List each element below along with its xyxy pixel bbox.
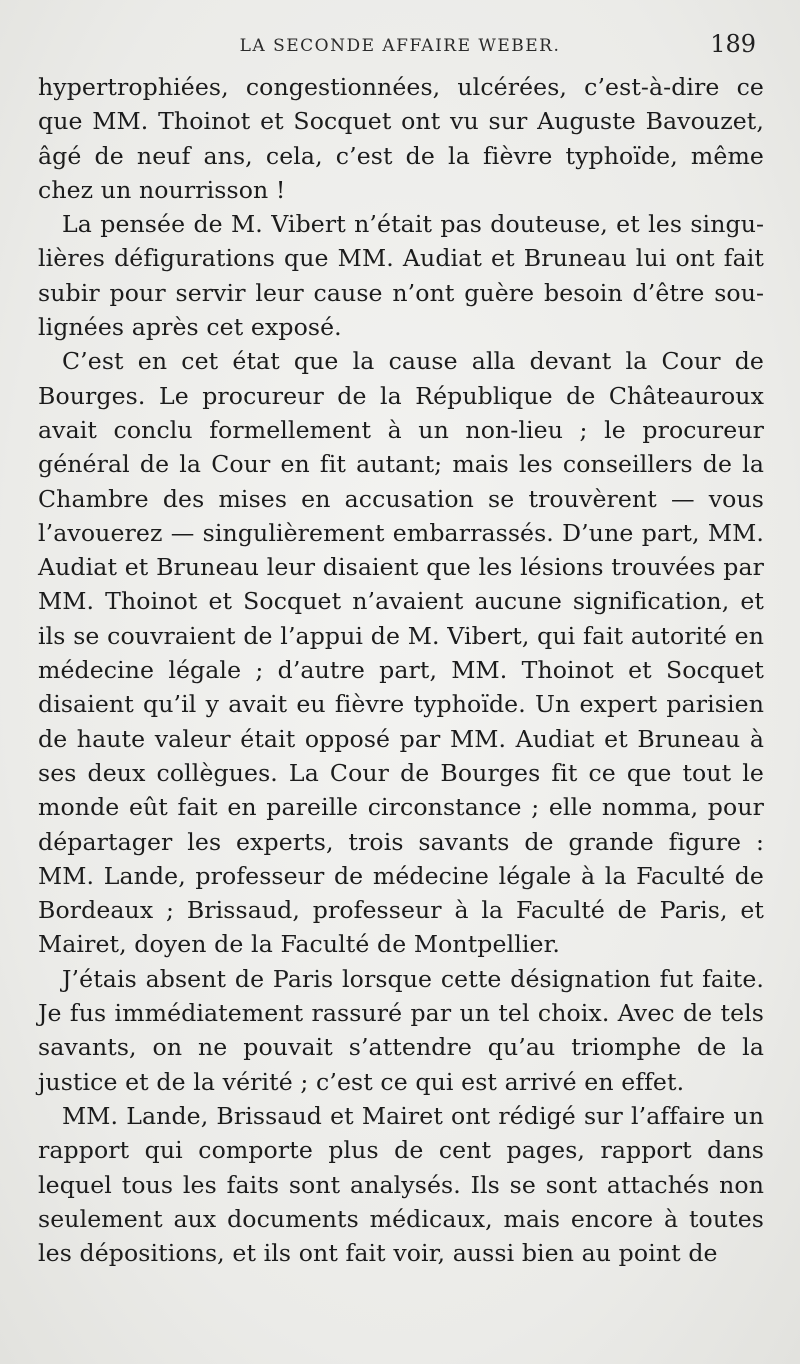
body-text xyxy=(38,70,764,1270)
running-head xyxy=(36,30,764,64)
paragraph-rapport: MM. Lande, Brissaud et Mairet ont rédigé sur l’affaire un rapport qui comporte plus de cent pages, rapport dans lequel tous les faits sont analysés. Ils se sont attachés non seulement aux documents médicaux, mais encore à toutes les dépositions, et ils ont fait voir, aussi bien au point de xyxy=(38,1101,764,1268)
page-number: 189 xyxy=(710,30,756,58)
paragraph-cour-de-bourges: C’est en cet état que la cause alla devant la Cour de Bourges. Le procureur de la République de Châteauroux avait conclu formellement à un non-lieu ; le procureur général de la Cour en fit autant; mais les conseillers de la Chambre des mises en accusation se trouvèrent — vous l’avouerez — singulièrement embarrassés. D’une part, MM. Audiat et Bruneau leur disaient que les lésions trouvées par MM. Thoinot et Socquet n’avaient aucune signification, et ils se couvraient de l’appui de M. Vibert, qui fait autorité en médecine légale ; d’autre part, MM. Thoinot et Socquet disaient qu’il y avait eu fièvre typhoïde. Un expert parisien de haute valeur était opposé par MM. Audiat et Bruneau à ses deux collègues. La Cour de Bourges fit ce que tout le monde eût fait en pareille circonstance ; elle nomma, pour départager les experts, trois savants de grande figure : MM. Lande, professeur de médecine légale à la Faculté de Bordeaux ; Brissaud, professeur à la Faculté de Paris, et Mairet, doyen de la Faculté de Montpellier. xyxy=(38,347,764,959)
paragraph-designation: J’étais absent de Paris lorsque cette désignation fut faite. Je fus immédiatement rassuré par un tel choix. Avec de tels savants, on ne pouvait s’attendre qu’au triomphe de la justice et de la vérité ; c’est ce qui est arrivé en effet. xyxy=(38,964,764,1096)
paragraph-vibert: La pensée de M. Vibert n’était pas douteuse, et les singulières défigurations que MM. Audiat et Bruneau lui ont fait subir pour servir leur cause n’ont guère besoin d’être soulignées après cet exposé. xyxy=(38,210,764,342)
running-title: LA SECONDE AFFAIRE WEBER. xyxy=(239,36,561,56)
paragraph-continuation: hypertrophiées, congestionnées, ulcérées, c’est-à-dire ce que MM. Thoinot et Socquet ont vu sur Auguste Bavouzet, âgé de neuf ans, cela, c’est de la fièvre typhoïde, même chez un nourrisson ! xyxy=(38,73,764,204)
